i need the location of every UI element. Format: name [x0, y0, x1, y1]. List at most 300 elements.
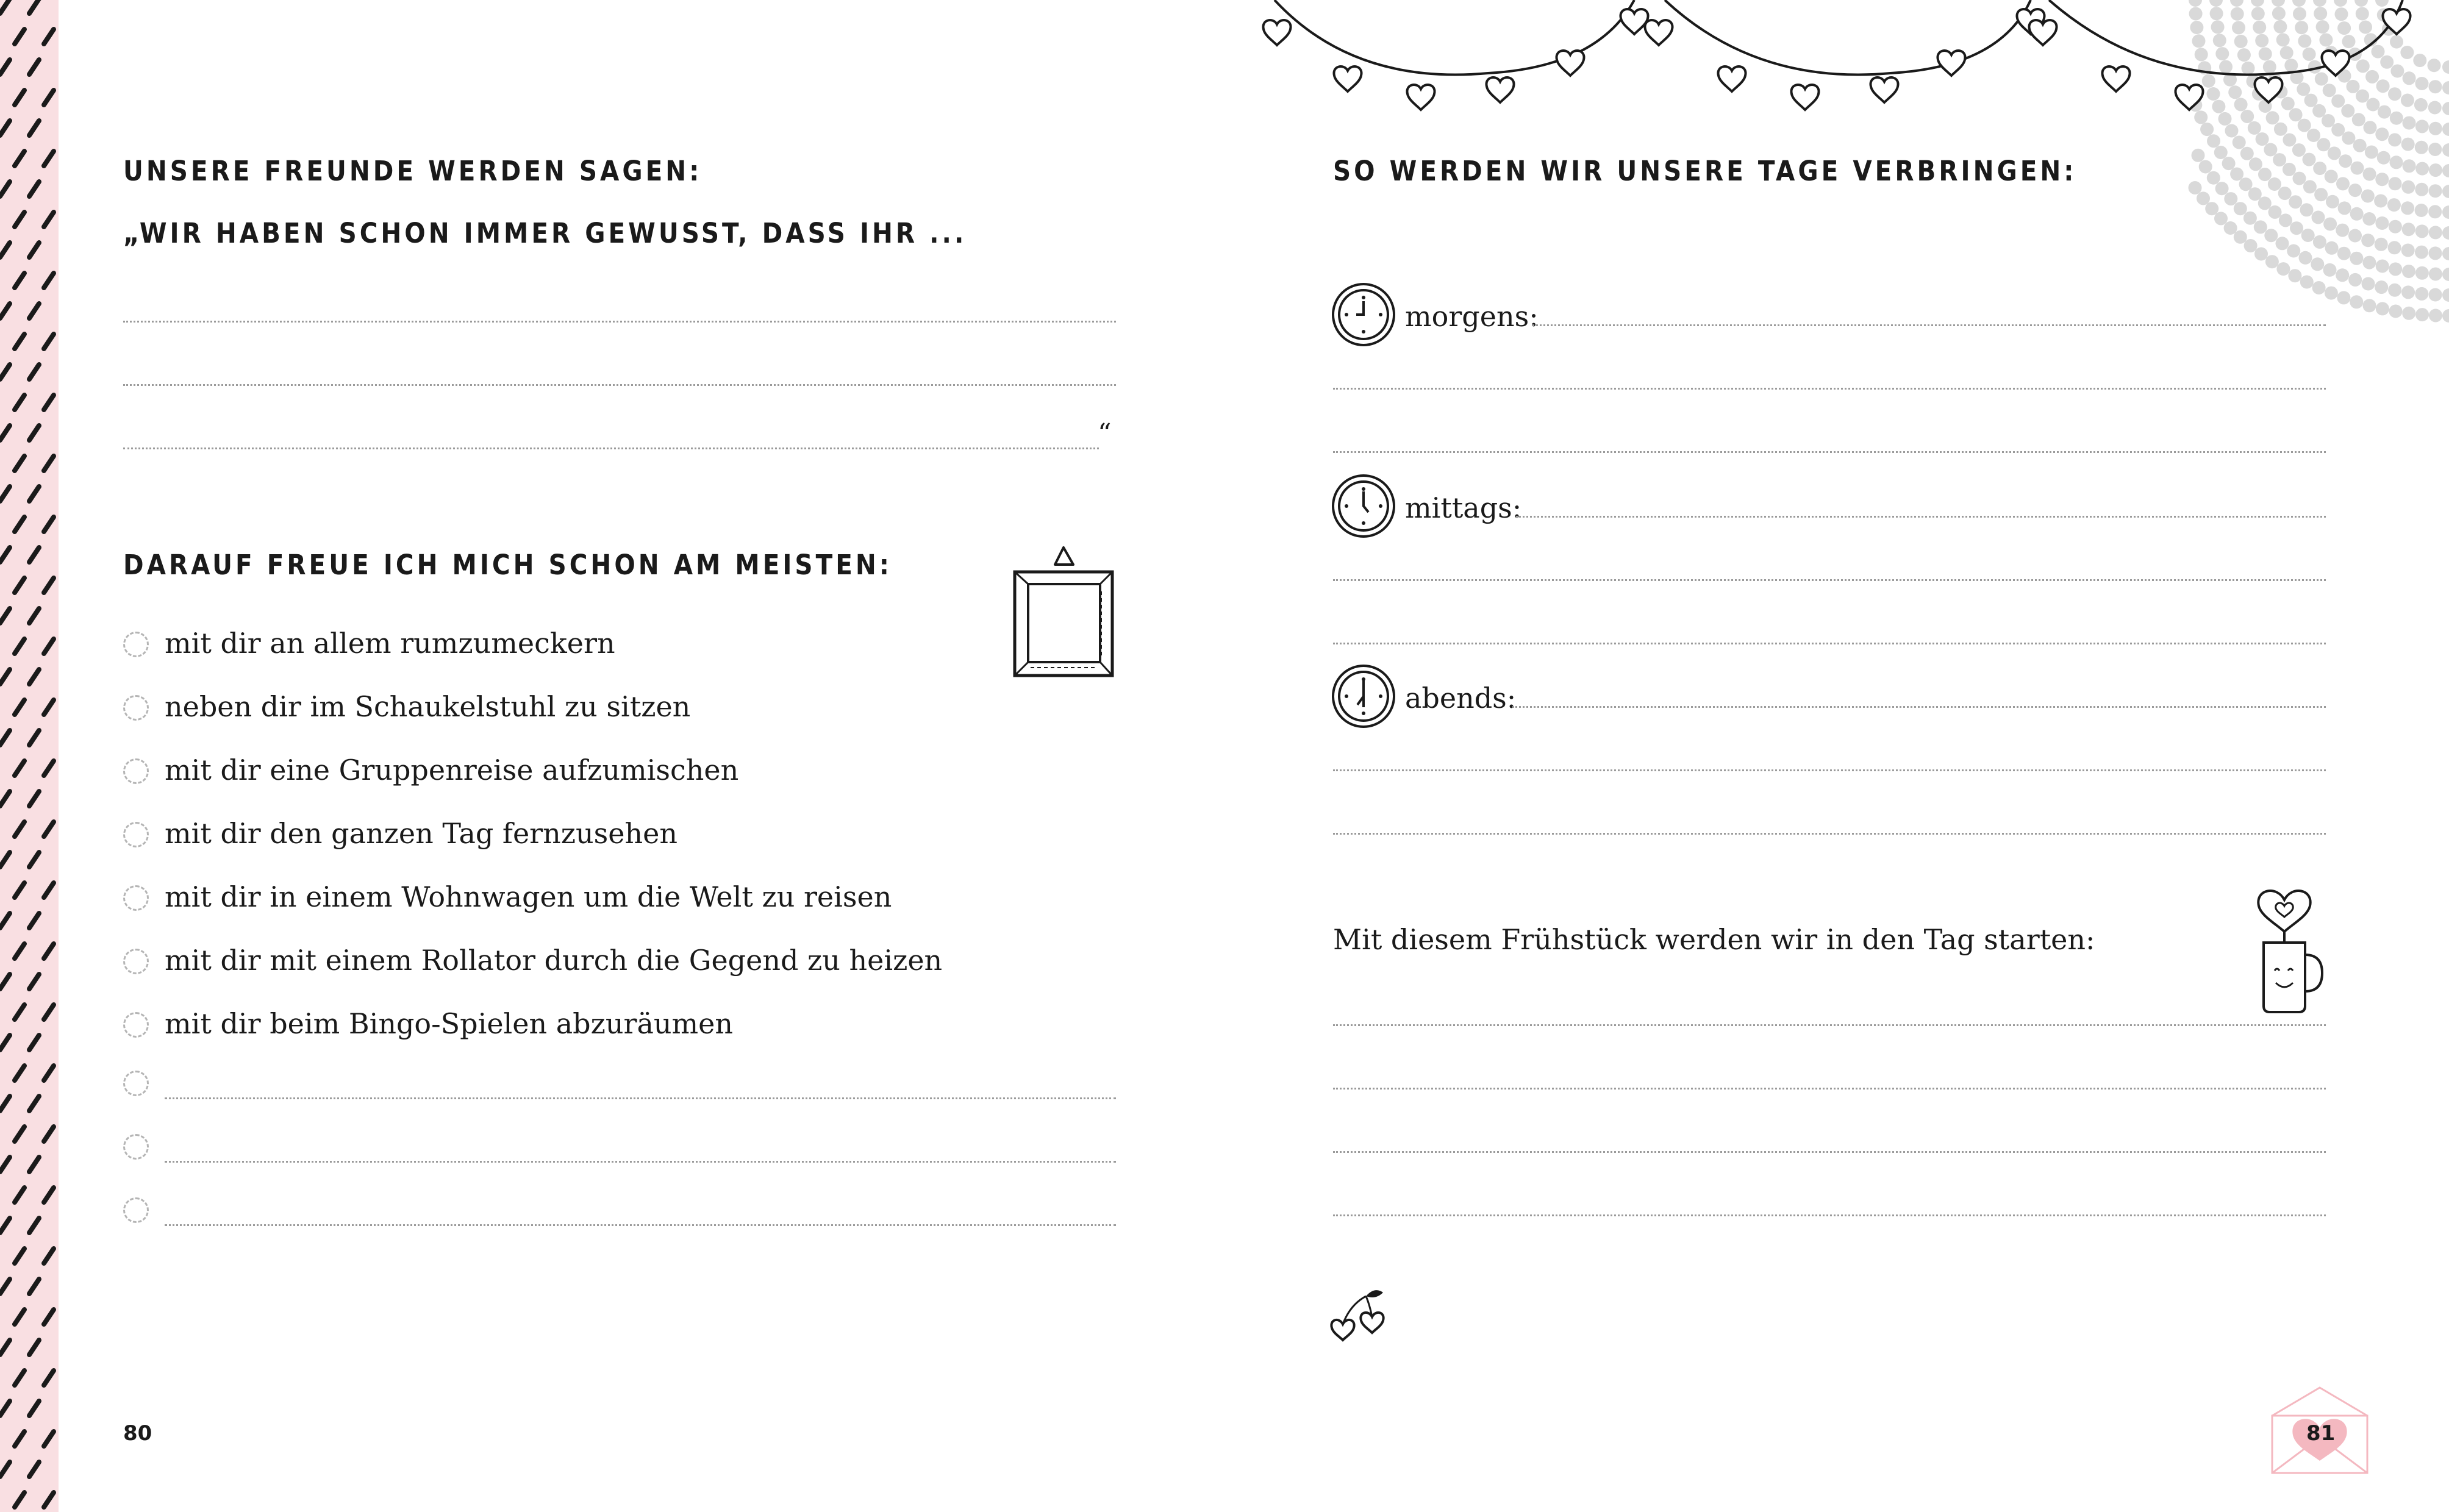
decorative-dot: [2362, 277, 2375, 291]
decorative-dot: [2375, 173, 2389, 186]
decorative-dot: [2389, 177, 2402, 190]
decorative-dot: [2207, 134, 2220, 148]
decorative-dot: [2214, 212, 2228, 225]
decorative-dot: [2268, 177, 2281, 191]
decorative-dot: [2442, 102, 2449, 115]
spine-dash: [0, 852, 10, 867]
spine-dash: [0, 1462, 10, 1477]
decorative-dot: [2225, 124, 2239, 138]
spine-dash: [29, 1340, 39, 1355]
quote-close-mark: “: [1098, 418, 1112, 449]
spine-dash: [29, 974, 39, 989]
blank-line[interactable]: [165, 1224, 1116, 1226]
spine-dash: [0, 121, 10, 135]
decorative-dot: [2292, 143, 2306, 157]
decorative-dot: [2429, 226, 2442, 239]
morning-line-3[interactable]: [1333, 451, 2326, 453]
decorative-dot: [2312, 281, 2326, 294]
decorative-dot: [2274, 123, 2287, 136]
spine-dash: [15, 1188, 24, 1202]
decorative-dot: [2415, 204, 2428, 217]
decorative-dot: [2233, 136, 2246, 149]
spine-dash: [44, 29, 54, 44]
decorative-dot: [2415, 287, 2428, 301]
decorative-dot: [2249, 157, 2262, 171]
decorative-dot: [2189, 181, 2202, 194]
spine-dash: [0, 365, 10, 379]
decorative-dot: [2442, 247, 2449, 260]
spine-dash: [29, 426, 39, 440]
decorative-dot: [2348, 229, 2362, 243]
decorative-dot: [2337, 247, 2351, 260]
decorative-dot: [2375, 216, 2389, 230]
decorative-dot: [2415, 246, 2428, 259]
blank-line[interactable]: [165, 1161, 1116, 1163]
decorative-dot: [2215, 182, 2229, 195]
spine-dash: [0, 304, 10, 318]
spine-dash: [29, 1462, 39, 1477]
spine-dash: [44, 1188, 54, 1202]
decorative-dot: [2389, 305, 2403, 318]
checklist-item-label: mit dir an allem rumzumeckern: [165, 627, 615, 660]
spine-dash: [44, 578, 54, 593]
spine-dash: [15, 1310, 24, 1324]
spine-dash: [44, 212, 54, 227]
decorative-dot: [2268, 205, 2282, 219]
decorative-dot: [2429, 122, 2442, 135]
decorative-dot: [2283, 134, 2296, 147]
spine-dash: [0, 974, 10, 989]
decorative-dot: [2402, 307, 2415, 320]
decorative-dot: [2222, 157, 2236, 170]
spine-dash: [0, 487, 10, 501]
decorative-dot: [2401, 201, 2414, 215]
decorative-dot: [2258, 196, 2272, 210]
spine-dash: [15, 1005, 24, 1019]
spine-dash: [0, 1096, 10, 1111]
spine-dash: [0, 60, 10, 74]
decorative-dot: [2388, 241, 2401, 254]
spine-dash: [15, 273, 24, 288]
decorative-dot: [2415, 183, 2428, 196]
garland-heart: [1937, 51, 1965, 76]
spine-dash: [29, 730, 39, 745]
decorative-dot: [2415, 266, 2429, 280]
patterned-spine: [0, 0, 59, 1512]
spine-dash: [0, 182, 10, 196]
decorative-dot: [2429, 184, 2442, 198]
decorative-dot: [2234, 230, 2247, 244]
spine-dash: [29, 365, 39, 379]
picture-frame-icon: [1010, 543, 1120, 689]
spine-dash: [44, 1492, 54, 1507]
spine-dash: [0, 1401, 10, 1416]
garland-heart: [1620, 9, 1648, 34]
decorative-dot: [2342, 132, 2355, 145]
decorative-dot: [2307, 129, 2320, 142]
spine-dash: [29, 1035, 39, 1050]
checkbox[interactable]: [123, 1012, 149, 1038]
decorative-dot: [2365, 146, 2378, 159]
clock-evening-icon: [1332, 665, 1400, 733]
decorative-dot: [2389, 262, 2402, 276]
breakfast-prompt: Mit diesem Frühstück werden wir in den Tag starten:: [1333, 923, 2095, 956]
spine-dash: [29, 182, 39, 196]
spine-dash: [44, 90, 54, 105]
decorative-dot: [2254, 248, 2268, 261]
checklist-item-label: mit dir beim Bingo-Spielen abzuräumen: [165, 1007, 733, 1040]
heading-days: SO WERDEN WIR UNSERE TAGE VERBRINGEN:: [1333, 155, 2077, 187]
decorative-dot: [2207, 171, 2220, 185]
spine-dash: [15, 517, 24, 532]
spine-dash: [15, 761, 24, 776]
checkbox[interactable]: [123, 695, 149, 721]
spine-dash: [15, 1127, 24, 1141]
spine-dash: [29, 487, 39, 501]
garland-heart: [2029, 20, 2056, 45]
decorative-dot: [2264, 229, 2278, 242]
decorative-dot: [2328, 146, 2341, 160]
quote-line-1[interactable]: [123, 321, 1116, 323]
decorative-dot: [2388, 133, 2401, 146]
spine-dash: [0, 1157, 10, 1172]
spine-dash: [44, 1066, 54, 1080]
decorative-dot: [2289, 195, 2302, 209]
decorative-dot: [2199, 160, 2212, 174]
decorative-dot: [2336, 268, 2349, 282]
decorative-dot: [2428, 205, 2442, 218]
spine-dash: [0, 1035, 10, 1050]
decorative-dot: [2429, 163, 2442, 177]
spine-dash: [29, 1157, 39, 1172]
spine-dash: [44, 456, 54, 471]
decorative-dot: [2214, 146, 2228, 159]
decorative-dot: [2338, 201, 2351, 215]
spine-dash: [44, 334, 54, 349]
decorative-dot: [2401, 180, 2415, 194]
decorative-dot: [2361, 190, 2375, 203]
breakfast-line-2[interactable]: [1333, 1088, 2326, 1089]
spine-dash: [44, 822, 54, 836]
decorative-dot: [2337, 291, 2350, 304]
decorative-dot: [2442, 205, 2449, 219]
spine-dash: [0, 913, 10, 928]
checklist-item-label: neben dir im Schaukelstuhl zu sitzen: [165, 690, 691, 723]
decorative-dot: [2442, 309, 2449, 323]
spine-dash: [29, 791, 39, 806]
decorative-dot: [2362, 256, 2376, 269]
midday-line-1[interactable]: [1516, 516, 2326, 518]
checklist-item-label: mit dir in einem Wohnwagen um die Welt zu reisen: [165, 880, 892, 913]
decorative-dot: [2240, 147, 2254, 160]
spine-dash: [44, 883, 54, 897]
spine-dash: [29, 852, 39, 867]
spine-dash: [15, 1492, 24, 1507]
decorative-dot: [2442, 143, 2449, 157]
decorative-dot: [2243, 212, 2257, 225]
decorative-dot: [2230, 168, 2243, 181]
garland-heart: [1645, 20, 1672, 45]
evening-line-1[interactable]: [1512, 706, 2326, 708]
garland-heart: [1870, 77, 1898, 102]
decorative-dot: [2442, 60, 2449, 74]
spine-dash: [44, 1371, 54, 1385]
decorative-dot: [2265, 255, 2279, 268]
garland-heart: [1791, 85, 1818, 110]
spine-dash: [15, 1066, 24, 1080]
morning-label: morgens:: [1405, 300, 1539, 333]
midday-line-3[interactable]: [1333, 643, 2326, 644]
decorative-dot: [2317, 138, 2330, 151]
garland-heart: [1407, 85, 1434, 110]
spine-dash: [29, 243, 39, 257]
garland-heart: [2383, 9, 2410, 34]
evening-label: abends:: [1405, 682, 1517, 715]
decorative-dot: [2415, 162, 2429, 176]
spine-dash: [44, 761, 54, 776]
decorative-dot: [2429, 309, 2442, 323]
decorative-dot: [2313, 235, 2326, 249]
decorative-dot: [2364, 121, 2377, 134]
decorative-dot: [2244, 239, 2258, 252]
coffee-mug-heart-icon: [2250, 875, 2329, 1016]
spine-dash: [15, 395, 24, 410]
decorative-dot: [2429, 288, 2442, 302]
decorative-dot: [2192, 149, 2205, 162]
spine-dash: [0, 0, 10, 13]
spine-dash: [44, 1249, 54, 1263]
garland-heart: [2175, 85, 2203, 110]
blank-line[interactable]: [165, 1097, 1116, 1099]
breakfast-line-1[interactable]: [1333, 1024, 2326, 1026]
spine-dash: [44, 395, 54, 410]
evening-line-3[interactable]: [1333, 833, 2326, 835]
decorative-dot: [2234, 202, 2247, 215]
spine-dash: [44, 700, 54, 715]
spine-dash: [15, 639, 24, 654]
decorative-dot: [2376, 260, 2389, 273]
decorative-dot: [2375, 127, 2389, 141]
decorative-dot: [2401, 285, 2415, 299]
decorative-dot: [2442, 185, 2449, 198]
decorative-dot: [2301, 229, 2315, 242]
decorative-dot: [2362, 212, 2376, 226]
spine-dash: [44, 944, 54, 958]
decorative-dot: [2336, 224, 2349, 237]
spine-dash: [0, 730, 10, 745]
decorative-dot: [2200, 123, 2214, 136]
spine-dash: [29, 304, 39, 318]
decorative-dot: [2314, 188, 2328, 201]
heart-garland-icon: [1244, 0, 2439, 122]
decorative-dot: [2339, 154, 2352, 168]
spine-dash: [15, 29, 24, 44]
checkbox[interactable]: [123, 885, 149, 911]
decorative-dot: [2224, 221, 2237, 235]
decorative-dot: [2293, 172, 2306, 185]
decorative-dot: [2403, 159, 2416, 173]
spine-dash: [29, 547, 39, 562]
decorative-dot: [2331, 123, 2345, 137]
garland-string: [1275, 0, 2403, 75]
decorative-dot: [2375, 280, 2388, 294]
spine-dash: [29, 0, 39, 13]
quote-line-2[interactable]: [123, 384, 1116, 386]
decorative-dot: [2303, 180, 2317, 193]
spine-dash: [0, 1279, 10, 1294]
decorative-dot: [2325, 169, 2338, 183]
decorative-dot: [2390, 155, 2403, 169]
decorative-dot: [2258, 168, 2272, 181]
spine-dash: [44, 273, 54, 288]
garland-heart: [1263, 20, 1290, 45]
decorative-dot: [2442, 164, 2449, 177]
checkbox[interactable]: [123, 1134, 149, 1160]
decorative-dot: [2326, 195, 2339, 209]
spine-dash: [44, 1432, 54, 1446]
decorative-dot: [2336, 177, 2350, 190]
spine-dash: [15, 456, 24, 471]
checkbox[interactable]: [123, 822, 149, 847]
spine-dash: [0, 791, 10, 806]
decorative-dot: [2442, 268, 2449, 281]
breakfast-line-3[interactable]: [1333, 1151, 2326, 1153]
spine-dash: [29, 1279, 39, 1294]
garland-heart: [1334, 66, 1361, 91]
decorative-dot: [2376, 302, 2389, 315]
breakfast-line-4[interactable]: [1333, 1214, 2326, 1216]
decorative-dot: [2389, 220, 2402, 234]
spine-dash: [0, 669, 10, 684]
decorative-dot: [2205, 202, 2218, 215]
page-number-left: 80: [123, 1421, 152, 1446]
spine-dash: [15, 151, 24, 166]
spine-dash: [29, 121, 39, 135]
decorative-dot: [2402, 265, 2415, 278]
decorative-dot: [2350, 295, 2363, 308]
spine-dash: [15, 944, 24, 958]
midday-line-2[interactable]: [1333, 579, 2326, 581]
spine-dash: [15, 90, 24, 105]
evening-line-2[interactable]: [1333, 769, 2326, 771]
checkbox[interactable]: [123, 949, 149, 974]
spine-dash: [44, 639, 54, 654]
decorative-dot: [2388, 284, 2401, 297]
decorative-dot: [2429, 246, 2442, 260]
decorative-dot: [2264, 143, 2277, 157]
spine-dash: [29, 669, 39, 684]
quote-line-3[interactable]: [123, 448, 1099, 449]
spine-dash: [15, 1371, 24, 1385]
decorative-dot: [2325, 287, 2338, 300]
decorative-dot: [2288, 269, 2301, 282]
spine-dash: [15, 578, 24, 593]
decorative-dot: [2276, 262, 2290, 276]
decorative-dot: [2299, 251, 2312, 265]
spine-dash: [29, 913, 39, 928]
cherries-icon: [1329, 1284, 1403, 1357]
garland-heart: [2322, 51, 2349, 76]
spine-dash: [29, 1401, 39, 1416]
decorative-dot: [2401, 138, 2415, 151]
decorative-dot: [2377, 151, 2390, 165]
decorative-dot: [2374, 194, 2387, 208]
decorative-dot: [2287, 244, 2300, 258]
checklist-item-label: mit dir mit einem Rollator durch die Gegend zu heizen: [165, 944, 943, 977]
decorative-dot: [2323, 263, 2337, 277]
decorative-dot: [2442, 288, 2449, 302]
decorative-dot: [2429, 268, 2442, 281]
spine-dash: [29, 1218, 39, 1233]
spine-dash: [44, 517, 54, 532]
decorative-dot: [2442, 81, 2449, 94]
decorative-dot: [2283, 163, 2296, 176]
decorative-dot: [2350, 207, 2364, 221]
decorative-dot: [2353, 139, 2367, 152]
spine-dash: [29, 60, 39, 74]
garland-heart: [2102, 66, 2129, 91]
spine-dash: [0, 1218, 10, 1233]
spine-dash: [0, 608, 10, 623]
decorative-dot: [2300, 276, 2314, 289]
decorative-dot: [2323, 218, 2337, 231]
decorative-dot: [2402, 223, 2415, 236]
decorative-dot: [2256, 132, 2269, 146]
spine-dash: [44, 151, 54, 166]
decorative-dot: [2348, 184, 2362, 197]
decorative-dot: [2442, 226, 2449, 240]
decorative-dot: [2300, 203, 2314, 216]
decorative-dot: [2273, 153, 2286, 166]
checkbox[interactable]: [123, 758, 149, 784]
page-number-right: 81: [2306, 1421, 2336, 1446]
clock-morning-icon: [1332, 283, 1400, 351]
spine-dash: [15, 1249, 24, 1263]
decorative-dot: [2363, 168, 2376, 181]
decorative-dot: [2239, 177, 2253, 191]
spine-dash: [44, 1127, 54, 1141]
spine-dash: [29, 1096, 39, 1111]
spine-dash: [15, 883, 24, 897]
spine-dash: [29, 608, 39, 623]
spine-dash: [15, 212, 24, 227]
decorative-dot: [2248, 121, 2261, 135]
decorative-dot: [2197, 191, 2210, 205]
decorative-dot: [2363, 299, 2376, 312]
morning-line-2[interactable]: [1333, 388, 2326, 390]
spine-dash: [15, 822, 24, 836]
decorative-dot: [2387, 198, 2401, 212]
heading-looking-forward: DARAUF FREUE ICH MICH SCHON AM MEISTEN:: [123, 549, 892, 581]
decorative-dot: [2415, 224, 2429, 238]
garland-heart: [1718, 66, 1745, 91]
decorative-dot: [2254, 220, 2267, 234]
garland-heart: [2254, 77, 2282, 102]
decorative-dot: [2303, 153, 2316, 166]
morning-line-1[interactable]: [1532, 324, 2326, 326]
decorative-dot: [2350, 252, 2363, 265]
checkbox[interactable]: [123, 632, 149, 657]
garland-heart: [1556, 51, 1584, 76]
checklist-item-label: mit dir den ganzen Tag fernzusehen: [165, 817, 677, 850]
spine-dash: [44, 1310, 54, 1324]
checkbox[interactable]: [123, 1197, 149, 1223]
quote-intro: „WIR HABEN SCHON IMMER GEWUSST, DASS IHR ...: [123, 217, 967, 249]
checkbox[interactable]: [123, 1071, 149, 1096]
decorative-dot: [2415, 308, 2429, 321]
checklist-item-label: mit dir eine Gruppenreise aufzumischen: [165, 754, 739, 786]
decorative-dot: [2279, 213, 2292, 227]
